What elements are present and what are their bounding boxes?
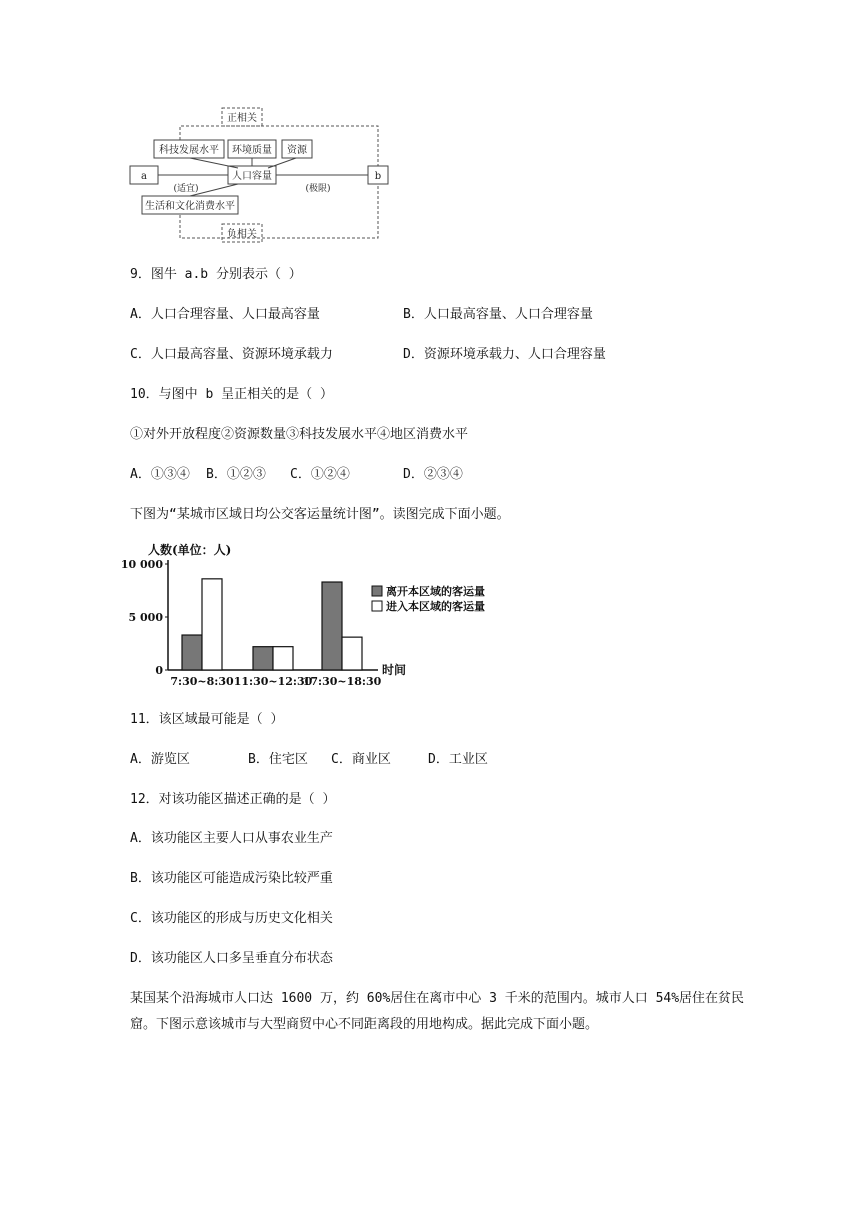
negative-correlation-label: 负相关 — [227, 229, 257, 240]
q10-option-c[interactable]: C．①②④ — [290, 467, 350, 482]
q11-option-b[interactable]: B．住宅区 — [248, 752, 308, 767]
q10-stem: 10．与图中 b 呈正相关的是（ ） — [130, 387, 333, 402]
chart-y-tick-label: 0 — [155, 664, 163, 677]
node-a-label: a — [141, 171, 147, 182]
q9-option-d[interactable]: D．资源环境承载力、人口合理容量 — [403, 347, 606, 362]
q12-option-a[interactable]: A．该功能区主要人口从事农业生产 — [130, 831, 333, 846]
legend-swatch — [372, 601, 382, 611]
chart-bar — [273, 647, 293, 670]
q9-stem: 9．图牛 a.b 分别表示（ ） — [130, 267, 302, 282]
q11-option-a[interactable]: A．游览区 — [130, 752, 190, 767]
q12-option-c[interactable]: C．该功能区的形成与历史文化相关 — [130, 911, 333, 926]
node-b-label: b — [374, 171, 382, 182]
chart-bar — [322, 582, 342, 670]
legend-label: 进入本区域的客运量 — [386, 600, 485, 613]
positive-correlation-label: 正相关 — [227, 113, 257, 124]
chart-bar — [202, 579, 222, 670]
living-consumption-label: 生活和文化消费水平 — [145, 201, 235, 212]
population-capacity-diagram — [128, 100, 398, 246]
tech-level-label: 科技发展水平 — [159, 145, 219, 156]
q12-stem: 12．对该功能区描述正确的是（ ） — [130, 792, 336, 807]
q10-option-d[interactable]: D．②③④ — [403, 467, 463, 482]
q11-stem: 11．该区域最可能是（ ） — [130, 712, 284, 727]
q10-option-a[interactable]: A．①③④ — [130, 467, 190, 482]
limit-label: (极限) — [305, 184, 331, 194]
q9-option-a[interactable]: A．人口合理容量、人口最高容量 — [130, 307, 320, 322]
chart-y-axis-label: 人数(单位：人) — [148, 543, 232, 557]
chart-x-tick-label: 17:30~18:30 — [302, 675, 382, 688]
bus-ridership-bar-chart — [120, 538, 508, 690]
chart-bar — [182, 635, 202, 670]
chart-y-tick-label: 10 000 — [120, 558, 163, 571]
q12-option-b[interactable]: B．该功能区可能造成污染比较严重 — [130, 871, 333, 886]
q9-option-b[interactable]: B．人口最高容量、人口合理容量 — [403, 307, 593, 322]
q10-items: ①对外开放程度②资源数量③科技发展水平④地区消费水平 — [130, 427, 469, 442]
chart-x-tick-label: 11:30~12:30 — [233, 675, 313, 688]
legend-swatch — [372, 586, 382, 596]
chart-y-tick-label: 5 000 — [128, 611, 163, 624]
chart-x-tick-label: 7:30~8:30 — [170, 675, 234, 688]
q12-option-d[interactable]: D．该功能区人口多呈垂直分布状态 — [130, 951, 333, 966]
chart-x-axis-label: 时间 — [382, 663, 407, 677]
environment-quality-label: 环境质量 — [232, 145, 272, 156]
resources-label: 资源 — [287, 145, 307, 156]
chart-intro: 下图为“某城市区域日均公交客运量统计图”。读图完成下面小题。 — [130, 507, 510, 522]
suitable-label: (适宜) — [173, 184, 199, 194]
q11-option-c[interactable]: C．商业区 — [331, 752, 391, 767]
q10-option-b[interactable]: B．①②③ — [206, 467, 266, 482]
closing-paragraph: 某国某个沿海城市人口达 1600 万，约 60%居住在离市中心 3 千米的范围内。城市人口 54%居住在贫民窟。下图示意该城市与大型商贸中心不同距离段的用地构成。据此完成下面小题。 — [130, 991, 745, 1032]
chart-bar — [342, 637, 362, 670]
population-capacity-label: 人口容量 — [232, 171, 272, 182]
q9-option-c[interactable]: C．人口最高容量、资源环境承载力 — [130, 347, 333, 362]
q11-option-d[interactable]: D．工业区 — [428, 752, 488, 767]
legend-label: 离开本区域的客运量 — [386, 585, 485, 598]
chart-bar — [253, 647, 273, 670]
